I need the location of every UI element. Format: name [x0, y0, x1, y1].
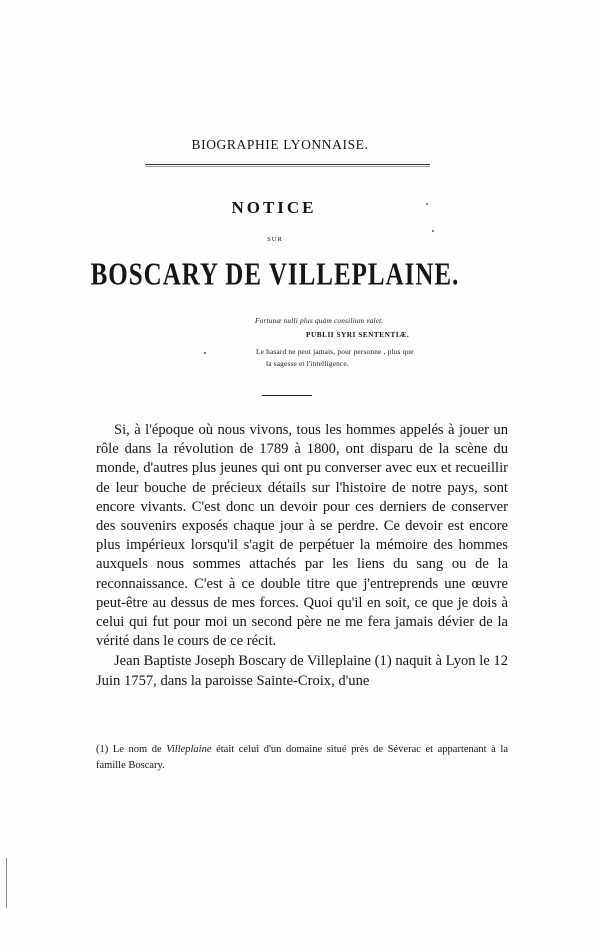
main-title: BOSCARY DE VILLEPLAINE. [90, 258, 460, 292]
epigraph-french-line-1: Le hasard ne peut jamais, pour personne , plus que [256, 347, 414, 356]
body-text [96, 421, 508, 691]
header-rule [145, 164, 430, 167]
footnote-italic: Villeplaine [166, 744, 212, 755]
body-paragraph-2: Jean Baptiste Joseph Boscary de Villeplaine (1) naquit à Lyon le 12 Juin 1757, dans la paroisse Sainte-Croix, d'une [96, 653, 509, 689]
footnote-before: (1) Le nom de [96, 744, 167, 755]
print-speck [432, 230, 434, 232]
epigraph-french-line-2: la sagesse et l'intelligence. [266, 359, 349, 368]
footnote-after: était celui d'un domaine situé près de Séverac et appartenant à la famille Boscary. [96, 744, 508, 771]
print-speck [204, 352, 206, 354]
body-paragraph-1: Si, à l'époque où nous vivons, tous les hommes appelés à jouer un rôle dans la révolution de 1789 à 1800, ont disparu de la scène du monde, d'autres plus jeunes qui ont pu converser avec eux et recueillir de leur bouche de précieux détails sur l'histoire de notre pays, sont encore vivants. C'est donc un devoir pour ces derniers de conserver des souvenirs exposés chaque jour à se perdre. Ce devoir est encore plus impérieux lorsqu'il s'agit de perpétuer la mémoire des hommes auxquels nous sommes attachés par les liens du sang ou de la reconnaissance. C'est à ce double titre que j'entreprends une œuvre peut-être au dessus de mes forces. Quoi qu'il en soit, ce que je dois à celui qui fut pour moi un second père ne me fera jamais dévier de la vérité dans le cours de ce récit. [96, 422, 508, 650]
print-speck [426, 203, 428, 205]
series-title: BIOGRAPHIE LYONNAISE. [191, 137, 369, 152]
section-rule [262, 395, 312, 396]
epigraph-latin: Fortunæ nulli plus quàm consilium valet. [255, 316, 384, 325]
epigraph-source: PUBLII SYRI SENTENTIÆ. [306, 330, 410, 339]
page-edge-mark [6, 858, 7, 908]
notice-heading: NOTICE [231, 198, 317, 217]
sur-word: SUR [267, 236, 283, 243]
footnote [96, 742, 508, 774]
